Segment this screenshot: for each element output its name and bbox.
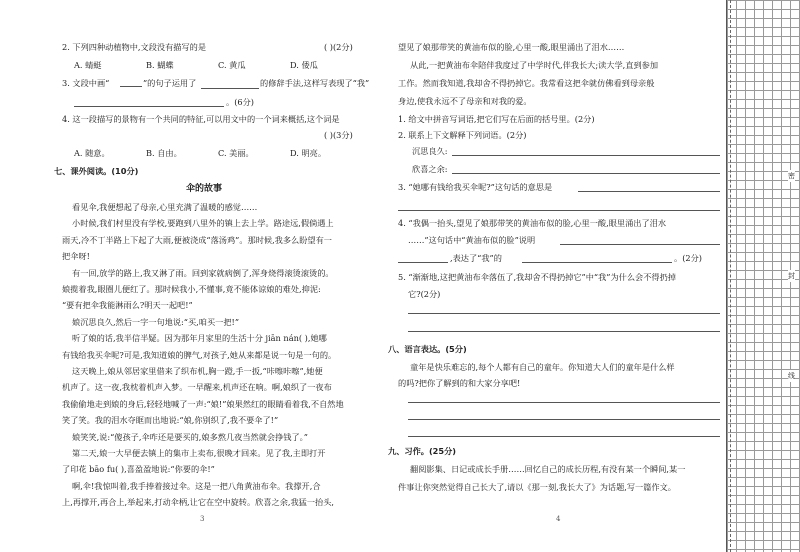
story-title: 伞的故事 — [186, 184, 223, 194]
q4-option-d: D. 明亮。 — [290, 148, 327, 158]
r-q4-score: 。(2分) — [674, 253, 702, 263]
r-q2-word-2: 欣喜之余: — [412, 164, 448, 174]
r-q2-word-1: 沉思良久: — [412, 146, 448, 156]
s8-answer-1[interactable] — [408, 402, 720, 403]
q3-blank-2[interactable] — [74, 106, 224, 107]
q2-option-a: A. 蜻蜓 — [74, 60, 102, 70]
story-line: 机声了。这一夜,我枕着机声入梦。一早醒来,机声还在响。啊,娘织了一夜布 — [62, 382, 332, 393]
section-7-heading: 七、课外阅读。(10分) — [54, 166, 139, 176]
section-9-heading: 九、习作。(25分) — [388, 446, 457, 456]
s8-text-1: 童年是快乐难忘的,每个人都有自己的童年。你知道大人们的童年是什么样 — [410, 362, 675, 372]
r-q5-part-a: 5. “渐渐地,这把黄油布伞落伍了,我却舍不得扔掉它”中“我”为什么会不得扔掉 — [398, 272, 676, 282]
section-8-heading: 八、语言表达。(5分) — [388, 344, 467, 354]
q3-part-b: ”的句子运用了 — [143, 78, 197, 88]
s8-answer-3[interactable] — [408, 436, 720, 437]
story-line: 有钱给我买伞呢?可是,我知道娘的脾气,对孩子,她从来都是说一句是一句的。 — [62, 349, 337, 360]
story-line: 啊,伞!我惊叫着,我手捧着接过伞。这是一把八角黄油布伞。我撑开,合 — [72, 480, 321, 491]
story-line: 这天晚上,娘从邻居家里借来了织布机,胸一蹬,手一扳,“咔嚓咔嚓”,她便 — [72, 366, 323, 376]
r-q4-part-c: ,表达了“我”的 — [450, 253, 502, 263]
r-q5-part-b: 它?(2分) — [408, 289, 441, 299]
seal-label-feng: 封 — [788, 272, 795, 280]
seal-label-mi: 密 — [788, 172, 795, 180]
r-q5-answer-1[interactable] — [408, 313, 720, 314]
r-q2-answer-2[interactable] — [452, 173, 720, 174]
story-line: 了印花 bāo fu( ),喜盈盈地说:“你要的伞!” — [62, 464, 215, 475]
story-line: 第二天,娘一大早便去镇上的集市上卖布,很晚才回来。见了我,主即打开 — [72, 448, 326, 458]
seal-label-xian: 线 — [788, 372, 795, 380]
story-continued-line-4: 身边,使我永远不了母亲和对我的爱。 — [398, 96, 532, 106]
q4-option-a: A. 随意。 — [74, 148, 110, 158]
story-continued-line-2: 从此,一把黄油布伞陪伴我度过了中学时代,伴我长大;读大学,直到参加 — [410, 60, 659, 70]
r-q4-answer-2[interactable] — [398, 262, 448, 263]
r-q3-answer-2[interactable] — [398, 210, 720, 211]
story-line: 我偷偷地走到娘的身后,轻轻地喊了一声:“娘!”娘果然红的眼睛看着我,不自然地 — [62, 398, 344, 409]
r-q4-part-a: 4. “我偶一抬头,望见了娘那带笑的黄油布似的脸,心里一酸,眼里涌出了泪水 — [398, 218, 667, 228]
story-continued-line-1: 望见了娘那带笑的黄油布似的脸,心里一酸,眼里涌出了泪水…… — [398, 42, 625, 52]
r-q5-answer-2[interactable] — [408, 331, 720, 332]
s9-text-2: 件事让你突然觉得自己长大了,请以《那一刻,我长大了》为话题,写一篇作文。 — [398, 482, 676, 492]
q3-part-a: 3. 文段中画“ — [62, 78, 110, 88]
q4-option-c: C. 美丽。 — [218, 148, 254, 158]
page-number-4: 4 — [556, 515, 561, 523]
story-line: 看见伞,我便想起了母亲,心里充满了温暖的感觉…… — [72, 202, 258, 212]
story-continued-line-3: 工作。然而我知道,我却舍不得扔掉它。我常看这把伞就仿佛看到母亲般 — [398, 78, 655, 88]
r-q1: 1. 给文中拼音写词语,把它们写在后面的括号里。(2分) — [398, 114, 595, 124]
q2-paren: ( )(2分) — [324, 42, 353, 52]
q4-paren: ( )(3分) — [324, 130, 353, 140]
story-line: 娘沉思良久,然后一字一句地说:“买,咱买一把!” — [72, 316, 240, 327]
seal-line — [730, 0, 733, 552]
s9-text-1: 翻阅影集、日记或成长手册……回忆自己的成长历程,有没有某一个瞬间,某一 — [410, 464, 686, 474]
s8-text-2: 的吗?把你了解到的和大家分享吧! — [398, 378, 521, 388]
r-q3-answer-1[interactable] — [578, 191, 720, 192]
story-line: 有一回,放学的路上,我又淋了雨。回到家就病倒了,浑身烧得滚烫滚烫的。 — [72, 267, 334, 278]
r-q2-answer-1[interactable] — [452, 155, 720, 156]
r-q4-part-b: ……”这句话中“黄油布似的脸”说明 — [408, 235, 536, 245]
r-q3: 3. “她哪有钱给我买伞呢?”这句话的意思是 — [398, 182, 553, 192]
q3-score: 。(6分) — [226, 97, 254, 107]
q4-text: 4. 这一段描写的景物有一个共同的特征,可以用文中的一个词来概括,这个词是 — [62, 114, 340, 124]
r-q2: 2. 联系上下文解释下列词语。(2分) — [398, 130, 527, 140]
r-q4-answer-1[interactable] — [560, 244, 720, 245]
page-number-3: 3 — [200, 515, 205, 523]
q2-option-c: C. 黄瓜 — [218, 60, 246, 70]
story-line: 把伞呀! — [62, 251, 90, 262]
story-line: 笑了笑。我的泪水夺眶而出地说:“娘,你别织了,我不要伞了!” — [62, 415, 279, 426]
q3-blank-1[interactable] — [201, 88, 259, 89]
story-line: 娘揽着我,眼圈儿便红了。那时候我小,不懂事,竟不能体谅娘的难处,抑泥: — [62, 284, 321, 294]
q2-option-b: B. 蝴蝶 — [146, 60, 174, 70]
story-line: 听了娘的话,我半信半疑。因为那年月家里的生活十分 jiān nán( ),她哪 — [72, 333, 327, 344]
q3-part-c: 的修辞手法,这样写表现了“我” — [260, 78, 370, 88]
story-line: 雨天,冷不丁半路上下起了大雨,便被浇成“落汤鸡”。那时候,我多么盼望有一 — [62, 234, 332, 245]
story-line: “要有把伞我能淋雨么?明天一起吧!” — [62, 300, 193, 311]
q4-option-b: B. 自由。 — [146, 148, 182, 158]
q3-mark-blank[interactable] — [120, 86, 142, 87]
r-q4-answer-3[interactable] — [522, 262, 672, 263]
q2-text: 2. 下列四种动植物中,文段没有描写的是 — [62, 42, 207, 52]
story-line: 娘笑笑,说:“傻孩子,伞咋还是要买的,娘多熬几夜当然就会挣钱了。” — [72, 431, 308, 442]
s8-answer-2[interactable] — [408, 419, 720, 420]
story-line: 上,再撑开,再合上,举起来,打动伞柄,让它在空中旋转。欣喜之余,我猛一抬头, — [62, 497, 335, 508]
q2-option-d: D. 倭瓜 — [290, 60, 318, 70]
story-line: 小时候,我们村里没有学校,要跑到八里外的镇上去上学。路途远,假倘遇上 — [72, 218, 334, 229]
